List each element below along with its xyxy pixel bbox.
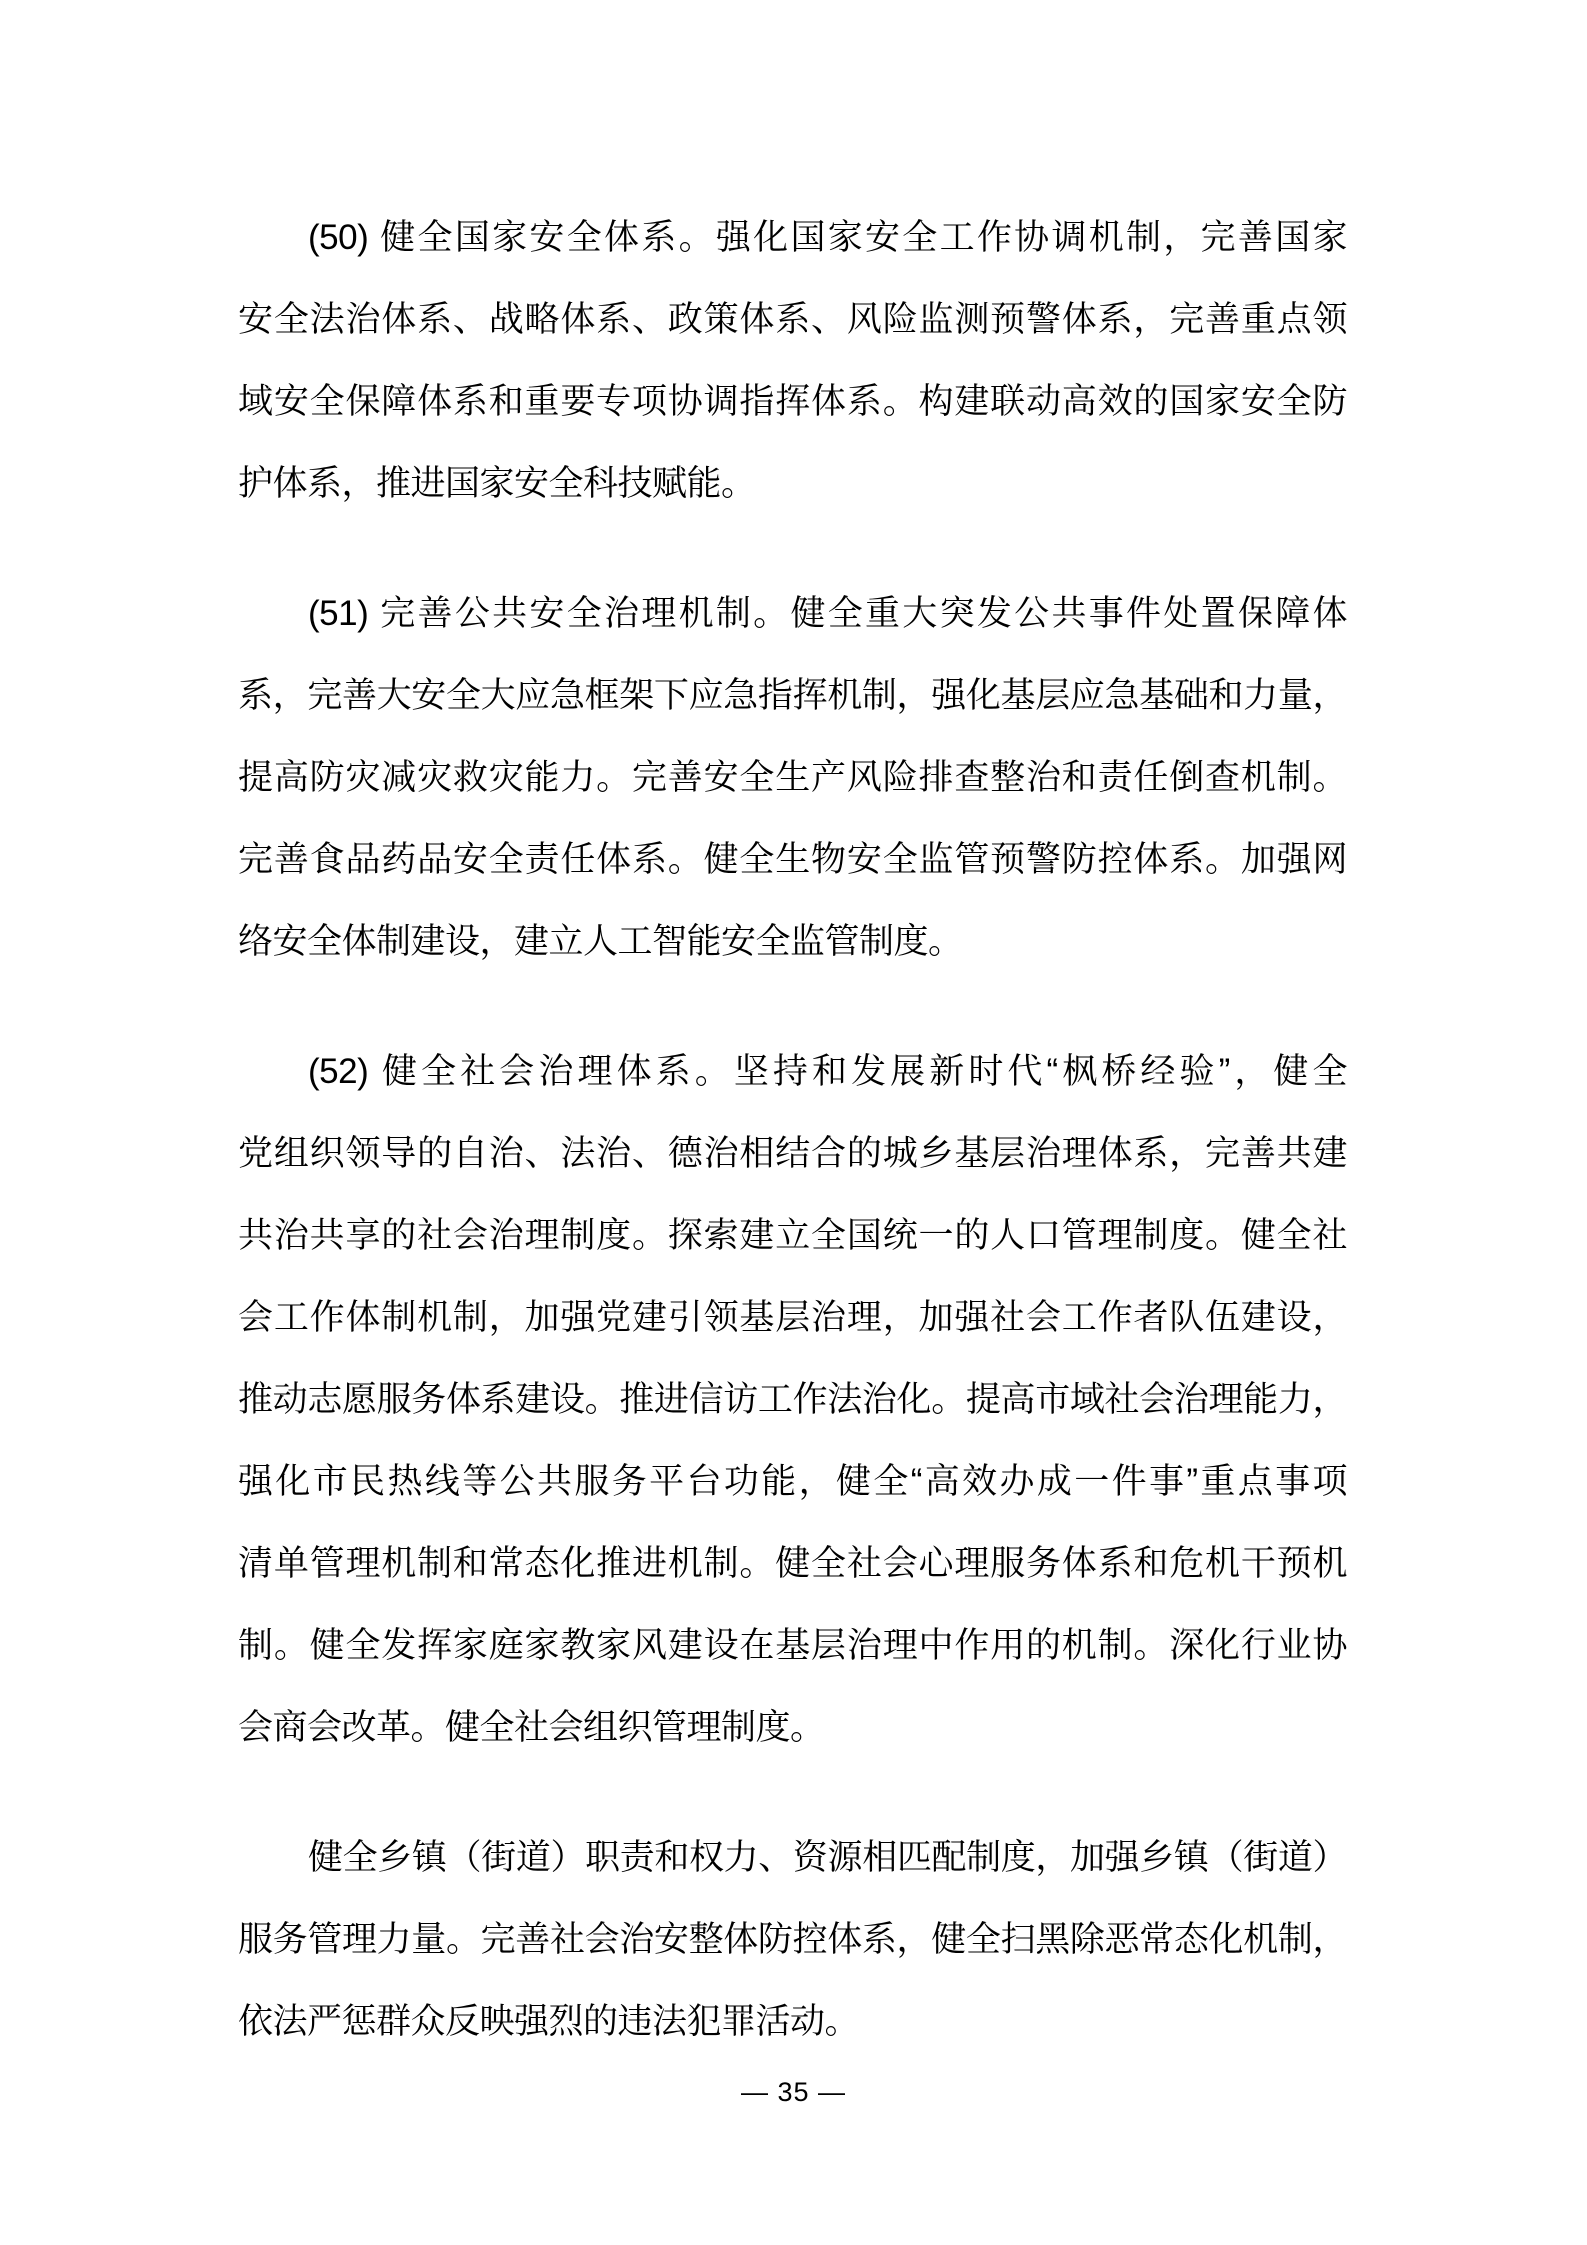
text-line: (51) 完善公共安全治理机制。健全重大突发公共事件处置保障体 — [308, 594, 1347, 633]
text-line: 依法严惩群众反映强烈的违法犯罪活动。 — [238, 2002, 860, 2041]
text-line: (52) 健全社会治理体系。坚持和发展新时代“枫桥经验”，健全 — [308, 1052, 1347, 1091]
para-51-public-safety — [238, 573, 1347, 983]
document-body — [238, 197, 1347, 2063]
text-line: 共治共享的社会治理制度。探索建立全国统一的人口管理制度。健全社 — [238, 1216, 1347, 1255]
para-township-street — [238, 1817, 1347, 2063]
text-line: 域安全保障体系和重要专项协调指挥体系。构建联动高效的国家安全防 — [238, 382, 1347, 421]
text-line: 服务管理力量。完善社会治安整体防控体系，健全扫黑除恶常态化机制， — [238, 1920, 1347, 1959]
text-line: (50) 健全国家安全体系。强化国家安全工作协调机制，完善国家 — [308, 218, 1347, 257]
page-number: — 35 — — [740, 2077, 847, 2107]
text-line: 会工作体制机制，加强党建引领基层治理，加强社会工作者队伍建设， — [238, 1298, 1347, 1337]
page-footer — [0, 2076, 1587, 2108]
text-line: 会商会改革。健全社会组织管理制度。 — [238, 1708, 825, 1747]
para-50-national-security — [238, 197, 1347, 525]
text-line: 完善食品药品安全责任体系。健全生物安全监管预警防控体系。加强网 — [238, 840, 1347, 879]
text-line: 推动志愿服务体系建设。推进信访工作法治化。提高市域社会治理能力， — [238, 1380, 1347, 1419]
text-line: 络安全体制建设，建立人工智能安全监管制度。 — [238, 922, 963, 961]
text-line: 党组织领导的自治、法治、德治相结合的城乡基层治理体系，完善共建 — [238, 1134, 1347, 1173]
text-line: 提高防灾减灾救灾能力。完善安全生产风险排查整治和责任倒查机制。 — [238, 758, 1347, 797]
text-line: 护体系，推进国家安全科技赋能。 — [238, 464, 756, 503]
para-52-social-governance — [238, 1031, 1347, 1769]
text-line: 强化市民热线等公共服务平台功能，健全“高效办成一件事”重点事项 — [238, 1462, 1347, 1501]
text-line: 制。健全发挥家庭家教家风建设在基层治理中作用的机制。深化行业协 — [238, 1626, 1347, 1665]
text-line: 健全乡镇（街道）职责和权力、资源相匹配制度，加强乡镇（街道） — [308, 1838, 1347, 1877]
text-line: 安全法治体系、战略体系、政策体系、风险监测预警体系，完善重点领 — [238, 300, 1347, 339]
text-line: 系，完善大安全大应急框架下应急指挥机制，强化基层应急基础和力量， — [238, 676, 1347, 715]
text-line: 清单管理机制和常态化推进机制。健全社会心理服务体系和危机干预机 — [238, 1544, 1347, 1583]
